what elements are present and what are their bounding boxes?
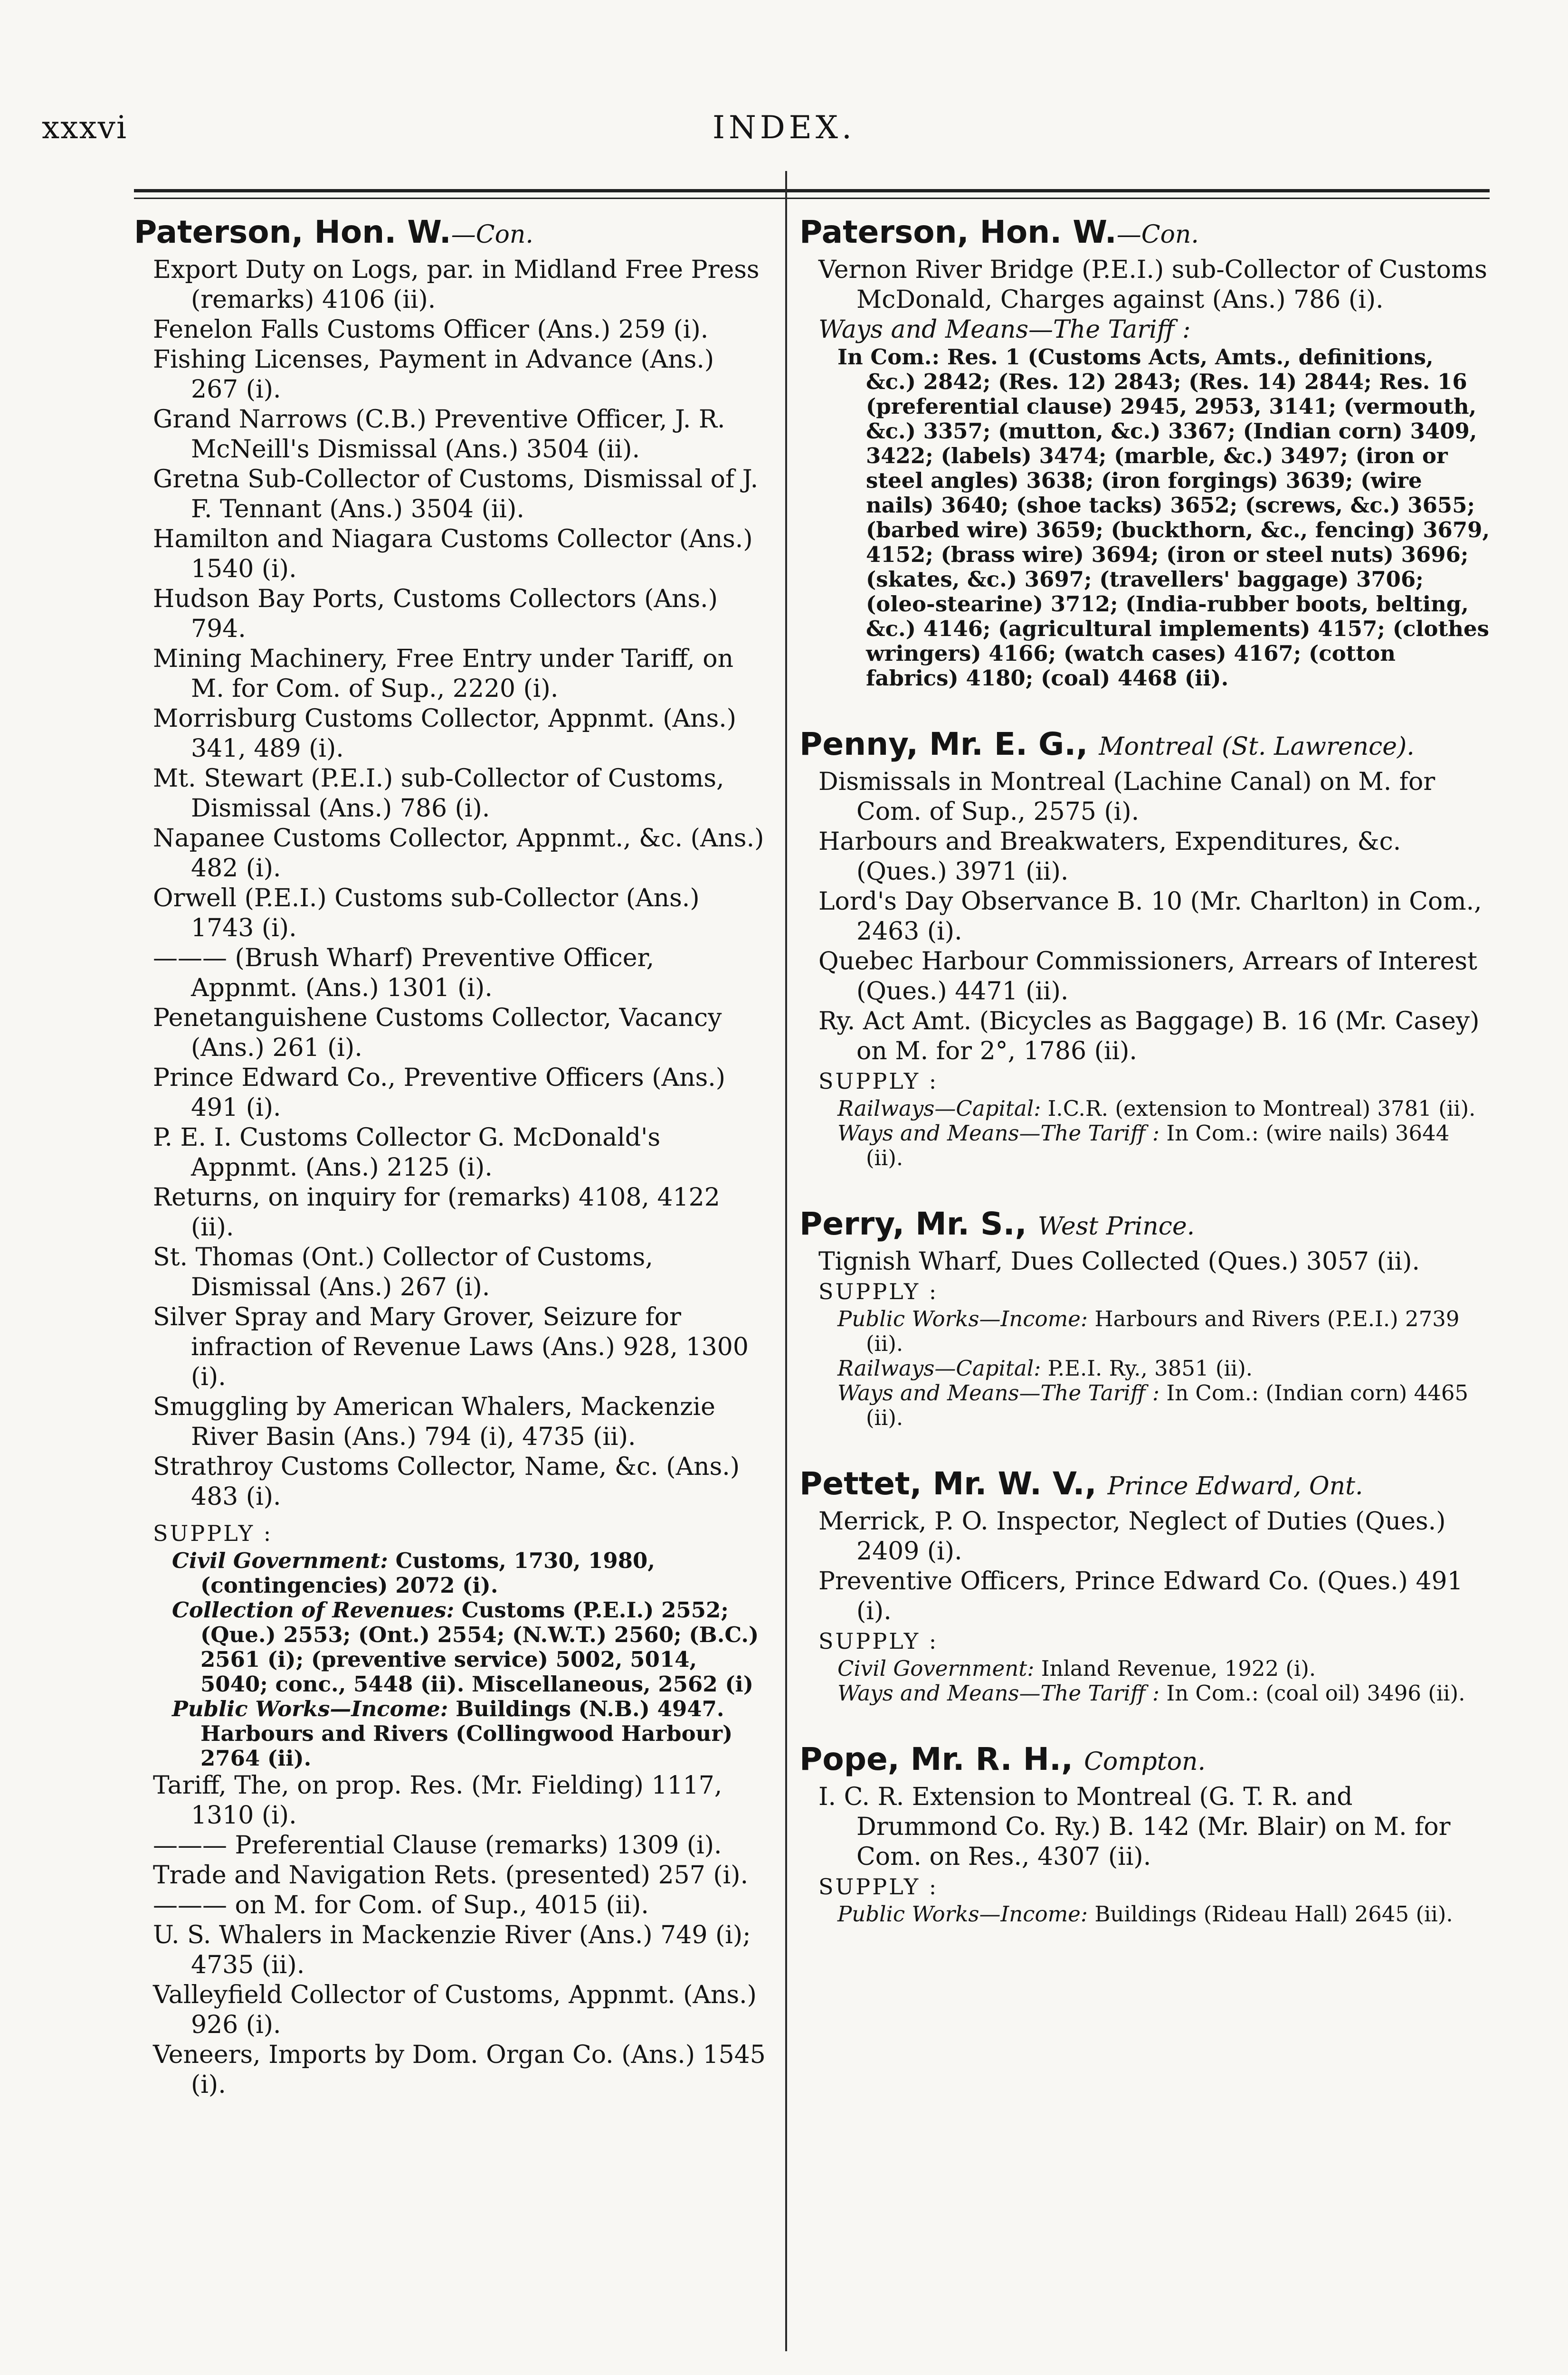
supply-item [837,1381,1491,1430]
index-entry: P. E. I. Customs Collector G. McDonald's Appnmt. (Ans.) 2125 (i). [153,1123,661,1182]
index-entry: Fishing Licenses, Payment in Advance (Ans.) 267 (i). [153,345,714,404]
supply-item [172,1548,769,1598]
supply-label: SUPPLY : [818,1628,939,1654]
heading-name: Paterson, Hon. W. [799,214,1117,250]
index-entry: Merrick, P. O. Inspector, Neglect of Duties (Ques.) 2409 (i). [818,1507,1446,1566]
supply-text: Customs (P.E.I.) 2552; (Que.) 2553; (Ont.) 2554; (N.W.T.) 2560; (B.C.) 2561 (i); (preventive service) 5002, 5014, 5040; conc., 5448 (ii). Miscellaneous, 2562 (i) [200,1597,759,1697]
supply-text: I.C.R. (extension to Montreal) 3781 (ii). [1041,1096,1476,1121]
supply-text: P.E.I. Ry., 3851 (ii). [1041,1356,1253,1381]
index-entry: Silver Spray and Mary Grover, Seizure for infraction of Revenue Laws (Ans.) 928, 1300 (i). [153,1303,749,1391]
index-entry: Napanee Customs Collector, Appnmt., &c. (Ans.) 482 (i). [153,824,764,883]
page-header [0,109,1568,157]
entry-heading-penny [799,726,1491,765]
heading-role: Prince Edward, Ont. [1107,1472,1363,1501]
supply-head: Ways and Means—The Tariff : [837,1121,1160,1146]
heading-suffix: —Con. [451,220,533,249]
supply-text: Inland Revenue, 1922 (i). [1034,1656,1316,1681]
index-entry: Hamilton and Niagara Customs Collector (Ans.) 1540 (i). [153,525,753,583]
index-entry: Prince Edward Co., Preventive Officers (Ans.) 491 (i). [153,1064,726,1122]
ways-and-means-text: In Com.: Res. 1 (Customs Acts, Amts., definitions, &c.) 2842; (Res. 12) 2843; (Res. 14) 2844; Res. 16 (preferential clause) 2945, 2953, 3141; (vermouth, &c.) 3357; (mutton, &c.) 3367; (Indian corn) 3409, 3422; (labels) 3474; (marble, &c.) 3497; (iron or steel angles) 3638; (iron forgings) 3639; (wire nails) 3640; (shoe tacks) 3652; (screws, &c.) 3655; (barbed wire) 3659; (buckthorn, &c., fencing) 3679, 4152; (brass wire) 3694; (iron or steel nuts) 3696; (skates, &c.) 3697; (travellers' baggage) 3706; (oleo-stearine) 3712; (India-rubber boots, belting, &c.) 4146; (agricultural implements) 4157; (clothes wringers) 4166; (watch cases) 4167; (cotton fabrics) 4180; (coal) 4468 (ii). [837,344,1490,691]
index-entry: Dismissals in Montreal (Lachine Canal) on M. for Com. of Sup., 2575 (i). [818,768,1435,826]
supply-text: In Com.: (wire nails) 3644 (ii). [866,1121,1450,1170]
supply-head: Public Works—Income: [172,1696,448,1721]
header-rule-thick [134,189,1490,192]
index-entry: Returns, on inquiry for (remarks) 4108, 4122 (ii). [153,1183,720,1242]
index-entry: Grand Narrows (C.B.) Preventive Officer, J. R. McNeill's Dismissal (Ans.) 3504 (ii). [153,405,725,464]
heading-suffix: —Con. [1116,220,1199,249]
heading-role: West Prince. [1037,1212,1195,1241]
index-entry: Harbours and Breakwaters, Expenditures, &c. (Ques.) 3971 (ii). [818,827,1401,886]
index-entry: Tignish Wharf, Dues Collected (Ques.) 3057 (ii). [818,1247,1420,1276]
supply-head: Ways and Means—The Tariff : [837,1380,1160,1406]
heading-name: Pope, Mr. R. H., [799,1741,1074,1777]
index-entry: Vernon River Bridge (P.E.I.) sub-Collector of Customs McDonald, Charges against (Ans.) 786 (i). [818,256,1487,314]
supply-text: In Com.: (coal oil) 3496 (ii). [1159,1681,1465,1706]
index-entry: Hudson Bay Ports, Customs Collectors (Ans.) 794. [153,585,718,643]
index-entry: Lord's Day Observance B. 10 (Mr. Charlton) in Com., 2463 (i). [818,887,1482,946]
index-entry: Orwell (P.E.I.) Customs sub-Collector (Ans.) 1743 (i). [153,884,700,942]
supply-item [837,1096,1491,1121]
heading-role: Compton. [1084,1748,1206,1776]
supply-item [837,1902,1491,1927]
supply-item [837,1307,1491,1356]
index-entry: ——— on M. for Com. of Sup., 4015 (ii). [153,1891,649,1919]
index-entry: Veneers, Imports by Dom. Organ Co. (Ans.) 1545 (i). [153,2041,766,2099]
supply-item [837,1121,1491,1170]
index-entry: Quebec Harbour Commissioners, Arrears of Interest (Ques.) 4471 (ii). [818,947,1477,1006]
index-entry: U. S. Whalers in Mackenzie River (Ans.) 749 (i); 4735 (ii). [153,1921,751,1979]
supply-label: SUPPLY : [818,1279,939,1304]
supply-head: Civil Government: [172,1548,388,1573]
index-entry: ——— Preferential Clause (remarks) 1309 (i). [153,1831,722,1860]
index-entry: Valleyfield Collector of Customs, Appnmt. (Ans.) 926 (i). [153,1981,757,2039]
supply-item [837,1681,1491,1706]
index-entry: Mt. Stewart (P.E.I.) sub-Collector of Customs, Dismissal (Ans.) 786 (i). [153,764,724,823]
supply-head: Ways and Means—The Tariff : [837,1681,1160,1706]
ways-and-means-label: Ways and Means—The Tariff : [818,315,1191,344]
index-entry: Gretna Sub-Collector of Customs, Dismissal of J. F. Tennant (Ans.) 3504 (ii). [153,465,759,523]
entry-heading-pope [799,1741,1491,1780]
heading-name: Paterson, Hon. W. [134,214,451,250]
supply-label: SUPPLY : [818,1068,939,1094]
column-divider [785,171,787,2351]
supply-head: Public Works—Income: [837,1306,1088,1331]
right-column [799,209,1491,1927]
index-entry: St. Thomas (Ont.) Collector of Customs, Dismissal (Ans.) 267 (i). [153,1243,653,1302]
index-entry: Fenelon Falls Customs Officer (Ans.) 259 (i). [153,315,709,344]
heading-name: Perry, Mr. S., [799,1206,1027,1242]
supply-head: Railways—Capital: [837,1096,1041,1121]
supply-text: Customs, 1730, 1980, (contingencies) 2072 (i). [200,1548,656,1598]
supply-text: Buildings (Rideau Hall) 2645 (ii). [1088,1901,1453,1927]
heading-role: Montreal (St. Lawrence). [1099,732,1415,761]
index-entry: Preventive Officers, Prince Edward Co. (Ques.) 491 (i). [818,1567,1463,1625]
index-entry: Morrisburg Customs Collector, Appnmt. (Ans.) 341, 489 (i). [153,704,737,763]
entry-heading-perry [799,1206,1491,1245]
index-entry: Trade and Navigation Rets. (presented) 257 (i). [153,1861,749,1890]
supply-item [837,1656,1491,1681]
supply-text: Buildings (N.B.) 4947. Harbours and Rivers (Collingwood Harbour) 2764 (ii). [200,1696,733,1771]
page-number: xxxvi [42,109,128,146]
supply-label: SUPPLY : [818,1874,939,1900]
supply-head: Public Works—Income: [837,1901,1088,1927]
supply-item [837,1356,1491,1381]
index-entry: Ry. Act Amt. (Bicycles as Baggage) B. 16 (Mr. Casey) on M. for 2°, 1786 (ii). [818,1007,1480,1065]
heading-name: Penny, Mr. E. G., [799,726,1088,762]
entry-heading-paterson [134,214,769,253]
supply-text: Harbours and Rivers (P.E.I.) 2739 (ii). [866,1306,1460,1356]
index-entry: Penetanguishene Customs Collector, Vacancy (Ans.) 261 (i). [153,1004,722,1062]
index-entry: Strathroy Customs Collector, Name, &c. (Ans.) 483 (i). [153,1453,740,1511]
index-entry: Export Duty on Logs, par. in Midland Free Press (remarks) 4106 (ii). [153,256,760,314]
index-entry: I. C. R. Extension to Montreal (G. T. R. and Drummond Co. Ry.) B. 142 (Mr. Blair) on M. for Com. on Res., 4307 (ii). [818,1783,1451,1871]
entry-heading-pettet [799,1465,1491,1505]
index-entry: Tariff, The, on prop. Res. (Mr. Fielding) 1117, 1310 (i). [153,1771,722,1830]
left-column [134,209,769,2100]
supply-head: Civil Government: [837,1656,1035,1681]
supply-label: SUPPLY : [153,1520,273,1546]
supply-head: Railways—Capital: [837,1356,1041,1381]
index-entry: ——— (Brush Wharf) Preventive Officer, Appnmt. (Ans.) 1301 (i). [153,944,655,1002]
supply-head: Collection of Revenues: [172,1597,455,1623]
heading-name: Pettet, Mr. W. V., [799,1465,1097,1502]
page-title: INDEX. [713,109,855,146]
supply-item [172,1598,769,1697]
supply-text: In Com.: (Indian corn) 4465 (ii). [866,1380,1469,1430]
header-rule-thin [134,198,1490,199]
index-entry: Mining Machinery, Free Entry under Tariff, on M. for Com. of Sup., 2220 (i). [153,645,734,703]
supply-item [172,1697,769,1771]
index-entry: Smuggling by American Whalers, Mackenzie River Basin (Ans.) 794 (i), 4735 (ii). [153,1393,715,1451]
entry-heading-paterson-cont [799,214,1491,253]
